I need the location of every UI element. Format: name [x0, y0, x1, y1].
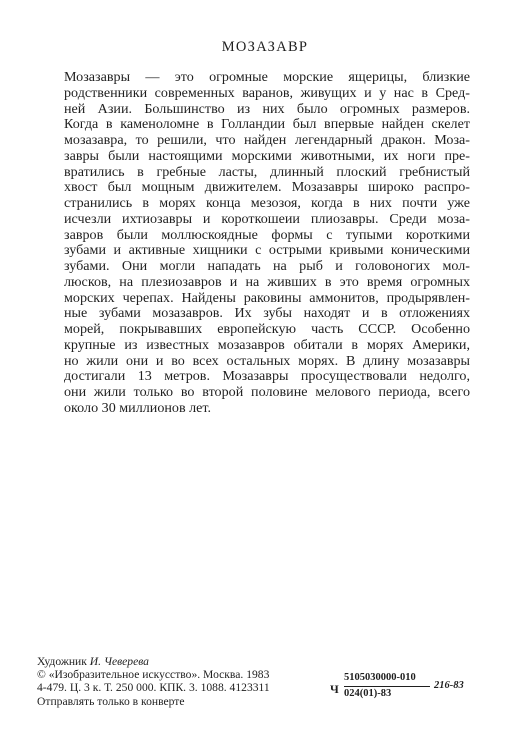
text-line: родственники современных варанов, живущих и у нас в Сред-: [64, 84, 470, 101]
catalog-prefix: Ч: [330, 682, 339, 696]
text-line: около 30 миллионов лет.: [64, 399, 212, 416]
text-line: завров были моллюскоядные формы с тупыми короткими: [64, 226, 470, 243]
text-line: но жили они и во всех остальных морях. В длину мозазавры: [64, 352, 470, 369]
text-line: морей, покрывавших европейскую часть СССР. Особенно: [64, 321, 470, 337]
text-line: зубами и активные хищники с острыми кривыми коническими: [64, 242, 470, 259]
text-line: завры были настоящими морскими животными, их ноги пре-: [64, 147, 470, 164]
text-line: странились в морях конца мезозоя, когда в них почти уже: [64, 195, 470, 211]
article-body: [64, 70, 470, 417]
text-line: зубами. Они могли нападать на рыб и головоногих мол-: [64, 258, 470, 274]
print-info-line: 4-479. Ц. 3 к. Т. 250 000. КПК. 3. 1088. 4123311: [37, 681, 270, 695]
text-line: Когда в каменоломне в Голландии был впервые найден скелет: [64, 116, 470, 133]
catalog-denominator: 024(01)-83: [344, 688, 392, 699]
artist-credit: [37, 655, 270, 668]
text-line: люсков, на плезиозавров и на живших в это время огромных: [64, 273, 470, 290]
text-line: морских черепах. Найдены раковины аммонитов, продырявлен-: [64, 289, 470, 306]
text-line: Мозазавры — это огромные морские ящерицы, близкие: [64, 69, 470, 85]
imprint-block: [37, 655, 270, 708]
copyright-line: © «Изобразительное искусство». Москва. 1983: [37, 668, 270, 682]
text-line: крупные из известных мозазавров обитали в морях Америки,: [64, 336, 470, 353]
page-title: МОЗАЗАВР: [221, 39, 309, 55]
artist-name: И. Чеверева: [89, 655, 149, 668]
fraction-rule: [344, 686, 430, 687]
text-line: хвост был мощным движителем. Мозазавры широко распро-: [64, 179, 470, 196]
catalog-numerator: 5105030000-010: [344, 672, 416, 683]
text-line: исчезли ихтиозавры и короткошеии плиозавры. Среди моза-: [64, 210, 470, 227]
text-line: вратились в гребные ласты, длинный плоский гребнистый: [64, 163, 470, 180]
text-line: достигали 13 метров. Мозазавры просуществовали недолго,: [64, 368, 470, 385]
text-line: ные зубами мозазавров. Их зубы находят и в отложениях: [64, 305, 470, 322]
artist-prefix: Художник: [37, 655, 87, 668]
text-line: мозазавра, то решили, что найден легендарный дракон. Моза-: [64, 132, 470, 148]
text-line: они жили только во второй половине мелового периода, всего: [64, 384, 470, 400]
catalog-code: [330, 672, 500, 708]
catalog-suffix: 216-83: [434, 680, 464, 691]
text-line: ней Азии. Большинство из них было огромных размеров.: [64, 100, 470, 117]
mailing-note: Отправлять только в конверте: [37, 694, 185, 708]
